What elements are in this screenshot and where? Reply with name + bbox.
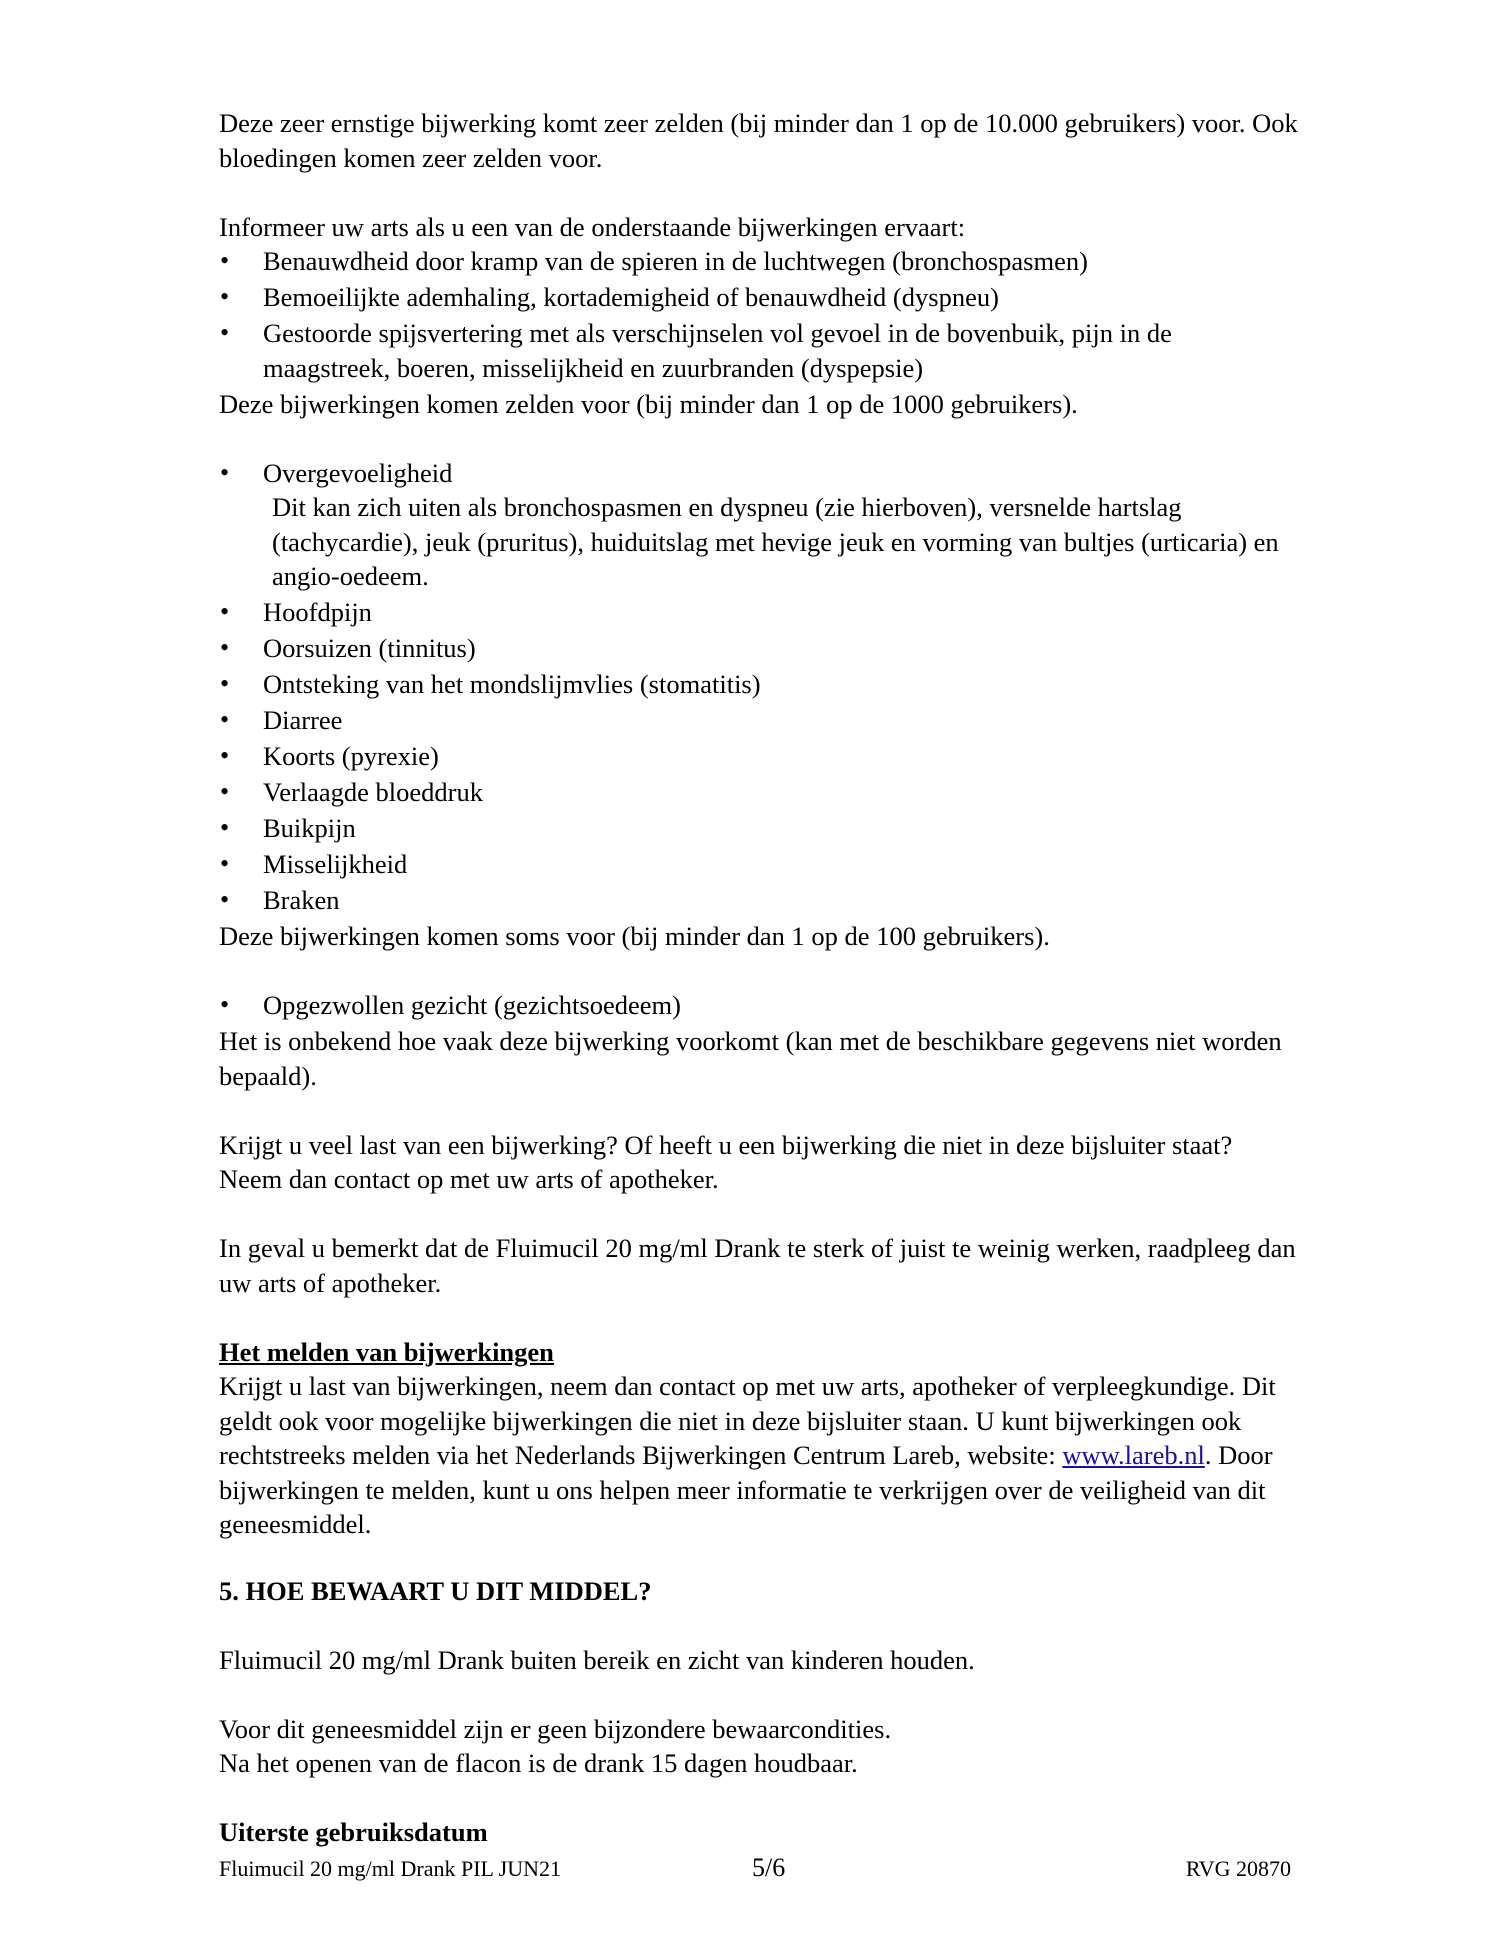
footer-page-number: 5/6 xyxy=(752,1853,786,1882)
paragraph-contact-doctor: Krijgt u veel last van een bijwerking? Of heeft u een bijwerking die niet in deze bijsluiter staat? Neem dan contact op met uw arts of apotheker. xyxy=(219,1129,1233,1194)
list-item: • Braken xyxy=(219,883,1299,918)
footer-document-id: Fluimucil 20 mg/ml Drank PIL JUN21 xyxy=(219,1856,562,1881)
list-item: • Hoofdpijn xyxy=(219,595,1299,630)
paragraph-shelf-life: Na het openen van de flacon is de drank 15 dagen houdbaar. xyxy=(219,1748,858,1778)
list-item: • Benauwdheid door kramp van de spieren in de luchtwegen (bronchospasmen) xyxy=(219,244,1299,279)
paragraph-inform-doctor: Informeer uw arts als u een van de onderstaande bijwerkingen ervaart: xyxy=(219,211,966,242)
list-item: • Oorsuizen (tinnitus) xyxy=(219,631,1299,666)
bullet-icon: • xyxy=(220,741,230,770)
paragraph-dosage-effect: In geval u bemerkt dat de Fluimucil 20 mg/ml Drank te sterk of juist te weinig werken, raadpleeg dan uw arts of apotheker. xyxy=(219,1233,1296,1298)
list-item: • Overgevoeligheid Dit kan zich uiten als bronchospasmen en dyspneu (zie hierboven), versnelde hartslag (tachycardie), jeuk (pruritus), huiduitslag met hevige jeuk en vorming van bultjes (urticaria) en angio-oedeem. xyxy=(219,456,1299,594)
document-page xyxy=(219,106,1299,1850)
page-footer xyxy=(219,1853,1299,1890)
bullet-icon: • xyxy=(220,318,230,347)
paragraph-reporting: Krijgt u last van bijwerkingen, neem dan contact op met uw arts, apotheker of verpleegkundige. Dit geldt ook voor mogelijke bijwerkingen die niet in deze bijsluiter staan. U kunt bijwerkingen ook rechtstreeks melden via het Nederlands Bijwerkingen Centrum Lareb, website: www.lareb.nl. Door bijwerkingen te melden, kunt u ons helpen meer informatie te verkrijgen over de veiligheid van dit geneesmiddel. xyxy=(219,1371,1276,1539)
bullet-list-unknown xyxy=(219,988,1299,1023)
paragraph-sometimes-frequency: Deze bijwerkingen komen soms voor (bij minder dan 1 op de 100 gebruikers). xyxy=(219,921,1050,951)
list-item: • Verlaagde bloeddruk xyxy=(219,775,1299,810)
paragraph-rare-side-effect: Deze zeer ernstige bijwerking komt zeer zelden (bij minder dan 1 op de 10.000 gebruikers) voor. Ook bloedingen komen zeer zelden voor. xyxy=(219,108,1298,173)
bullet-icon: • xyxy=(220,885,230,914)
bullet-icon: • xyxy=(220,597,230,626)
list-item: • Gestoorde spijsvertering met als verschijnselen vol gevoel in de bovenbuik, pijn in de maagstreek, boeren, misselijkheid en zuurbranden (dyspepsie) xyxy=(220,318,1172,383)
list-item: • Koorts (pyrexie) xyxy=(219,739,1299,774)
bullet-list-sometimes xyxy=(219,456,1299,918)
bullet-icon: • xyxy=(220,457,230,487)
bullet-icon: • xyxy=(220,246,230,275)
bullet-icon: • xyxy=(220,282,230,311)
list-item: • Diarree xyxy=(219,703,1299,738)
paragraph-rare-frequency: Deze bijwerkingen komen zelden voor (bij minder dan 1 op de 1000 gebruikers). xyxy=(219,388,1078,419)
bullet-icon: • xyxy=(220,990,230,1019)
paragraph-unknown-frequency: Het is onbekend hoe vaak deze bijwerking voorkomt (kan met de beschikbare gegevens niet worden bepaald). xyxy=(219,1026,1282,1091)
list-item: • Opgezwollen gezicht (gezichtsoedeem) xyxy=(219,988,1299,1023)
paragraph-storage-conditions: Voor dit geneesmiddel zijn er geen bijzondere bewaarcondities. xyxy=(219,1713,892,1744)
bullet-icon: • xyxy=(220,705,230,734)
footer-rvg-number: RVG 20870 xyxy=(1185,1856,1291,1881)
lareb-link[interactable]: www.lareb.nl xyxy=(1062,1440,1205,1470)
paragraph-storage-children: Fluimucil 20 mg/ml Drank buiten bereik en zicht van kinderen houden. xyxy=(219,1644,975,1675)
bullet-icon: • xyxy=(220,633,230,662)
list-item: • Bemoeilijkte ademhaling, kortademigheid of benauwdheid (dyspneu) xyxy=(219,280,1299,315)
section-5-heading: 5. HOE BEWAART U DIT MIDDEL? xyxy=(219,1575,652,1606)
heading-expiry-date: Uiterste gebruiksdatum xyxy=(219,1817,488,1847)
list-item: • Buikpijn xyxy=(219,811,1299,846)
list-item: • Ontsteking van het mondslijmvlies (stomatitis) xyxy=(219,667,1299,702)
bullet-list-rare xyxy=(219,244,1299,385)
list-item-detail: Dit kan zich uiten als bronchospasmen en dyspneu (zie hierboven), versnelde hartslag (tachycardie), jeuk (pruritus), huiduitslag met hevige jeuk en vorming van bultjes (urticaria) en angio-oedeem. xyxy=(272,492,1279,591)
bullet-icon: • xyxy=(220,849,230,878)
heading-reporting: Het melden van bijwerkingen xyxy=(219,1336,554,1367)
list-item: • Misselijkheid xyxy=(219,847,1299,882)
bullet-icon: • xyxy=(220,669,230,698)
bullet-icon: • xyxy=(220,777,230,806)
bullet-icon: • xyxy=(220,813,230,842)
